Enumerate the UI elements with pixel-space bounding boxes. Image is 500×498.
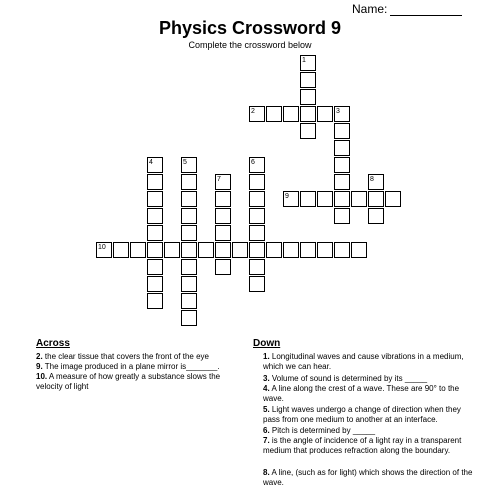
clue-number-5: 5 <box>183 159 187 166</box>
crossword-cell[interactable] <box>283 191 299 207</box>
crossword-cell[interactable] <box>266 106 282 122</box>
crossword-cell[interactable] <box>198 242 214 258</box>
clue-number-3: 3 <box>336 108 340 115</box>
crossword-cell[interactable] <box>147 208 163 224</box>
down-clue-3: 3. Volume of sound is determined by its _____ <box>263 374 428 383</box>
across-clue-2: 2. the clear tissue that covers the front of the eye <box>36 352 209 361</box>
crossword-cell[interactable] <box>249 174 265 190</box>
crossword-cell[interactable] <box>181 242 197 258</box>
crossword-cell[interactable] <box>368 174 384 190</box>
crossword-cell[interactable] <box>334 208 350 224</box>
down-clue-4: 4. A line along the crest of a wave. These are 90° to the wave. <box>263 384 460 403</box>
crossword-cell[interactable] <box>334 242 350 258</box>
crossword-cell[interactable] <box>147 259 163 275</box>
crossword-cell[interactable] <box>215 225 231 241</box>
crossword-cell[interactable] <box>334 106 350 122</box>
down-clue-6: 6. Pitch is determined by _____ <box>263 426 376 435</box>
crossword-cell[interactable] <box>113 242 129 258</box>
crossword-cell[interactable] <box>283 106 299 122</box>
crossword-cell[interactable] <box>181 157 197 173</box>
clue-number-10: 10 <box>98 244 106 251</box>
crossword-cell[interactable] <box>317 191 333 207</box>
crossword-cell[interactable] <box>266 242 282 258</box>
crossword-cell[interactable] <box>249 276 265 292</box>
crossword-cell[interactable] <box>300 123 316 139</box>
crossword-cell[interactable] <box>147 293 163 309</box>
crossword-cell[interactable] <box>334 123 350 139</box>
clue-number-9: 9 <box>285 193 289 200</box>
clue-number-1: 1 <box>302 57 306 64</box>
crossword-cell[interactable] <box>283 242 299 258</box>
clue-number-8: 8 <box>370 176 374 183</box>
crossword-cell[interactable] <box>334 174 350 190</box>
clue-number-7: 7 <box>217 176 221 183</box>
crossword-cell[interactable] <box>300 55 316 71</box>
across-heading: Across <box>36 338 70 349</box>
crossword-cell[interactable] <box>130 242 146 258</box>
crossword-cell[interactable] <box>164 242 180 258</box>
crossword-cell[interactable] <box>334 140 350 156</box>
crossword-cell[interactable] <box>249 225 265 241</box>
down-clue-7: 7. is the angle of incidence of a light ray in a transparent medium that produces refraction along the boundary. <box>263 436 462 455</box>
crossword-cell[interactable] <box>385 191 401 207</box>
crossword-cell[interactable] <box>181 259 197 275</box>
crossword-cell[interactable] <box>317 242 333 258</box>
crossword-cell[interactable] <box>215 242 231 258</box>
crossword-cell[interactable] <box>181 310 197 326</box>
crossword-cell[interactable] <box>368 208 384 224</box>
crossword-cell[interactable] <box>300 242 316 258</box>
down-clue-1: 1. Longitudinal waves and cause vibrations in a medium, which we can hear. <box>263 352 464 371</box>
crossword-cell[interactable] <box>147 157 163 173</box>
crossword-cell[interactable] <box>147 225 163 241</box>
crossword-cell[interactable] <box>147 242 163 258</box>
crossword-cell[interactable] <box>147 174 163 190</box>
crossword-cell[interactable] <box>181 276 197 292</box>
crossword-cell[interactable] <box>368 191 384 207</box>
crossword-cell[interactable] <box>215 208 231 224</box>
crossword-cell[interactable] <box>317 106 333 122</box>
crossword-cell[interactable] <box>334 157 350 173</box>
crossword-cell[interactable] <box>249 242 265 258</box>
crossword-cell[interactable] <box>249 259 265 275</box>
crossword-cell[interactable] <box>334 191 350 207</box>
crossword-cell[interactable] <box>181 293 197 309</box>
across-clue-9: 9. The image produced in a plane mirror is_______. <box>36 362 220 371</box>
crossword-cell[interactable] <box>351 242 367 258</box>
clue-number-4: 4 <box>149 159 153 166</box>
crossword-cell[interactable] <box>232 242 248 258</box>
crossword-cell[interactable] <box>249 208 265 224</box>
crossword-cell[interactable] <box>147 276 163 292</box>
crossword-cell[interactable] <box>300 72 316 88</box>
clue-number-2: 2 <box>251 108 255 115</box>
crossword-cell[interactable] <box>300 106 316 122</box>
crossword-cell[interactable] <box>215 259 231 275</box>
crossword-cell[interactable] <box>300 191 316 207</box>
crossword-cell[interactable] <box>351 191 367 207</box>
across-clue-10: 10. A measure of how greatly a substance slows the velocity of light <box>36 372 221 391</box>
clue-number-6: 6 <box>251 159 255 166</box>
crossword-cell[interactable] <box>181 225 197 241</box>
page-title: Physics Crossword 9 <box>158 18 342 38</box>
crossword-cell[interactable] <box>249 106 265 122</box>
crossword-cell[interactable] <box>181 191 197 207</box>
crossword-cell[interactable] <box>147 191 163 207</box>
page-subtitle: Complete the crossword below <box>188 40 312 50</box>
down-heading: Down <box>253 338 281 349</box>
crossword-cell[interactable] <box>249 191 265 207</box>
crossword-cell[interactable] <box>181 208 197 224</box>
crossword-cell[interactable] <box>215 174 231 190</box>
crossword-cell[interactable] <box>249 157 265 173</box>
down-clue-5: 5. Light waves undergo a change of direction when they pass from one medium to another at an interface. <box>263 405 461 424</box>
crossword-cell[interactable] <box>300 89 316 105</box>
crossword-cell[interactable] <box>96 242 112 258</box>
crossword-cell[interactable] <box>181 174 197 190</box>
name-label: Name: <box>352 2 388 16</box>
crossword-cell[interactable] <box>215 191 231 207</box>
down-clue-8: 8. A line, (such as for light) which shows the direction of the wave. <box>263 468 473 487</box>
